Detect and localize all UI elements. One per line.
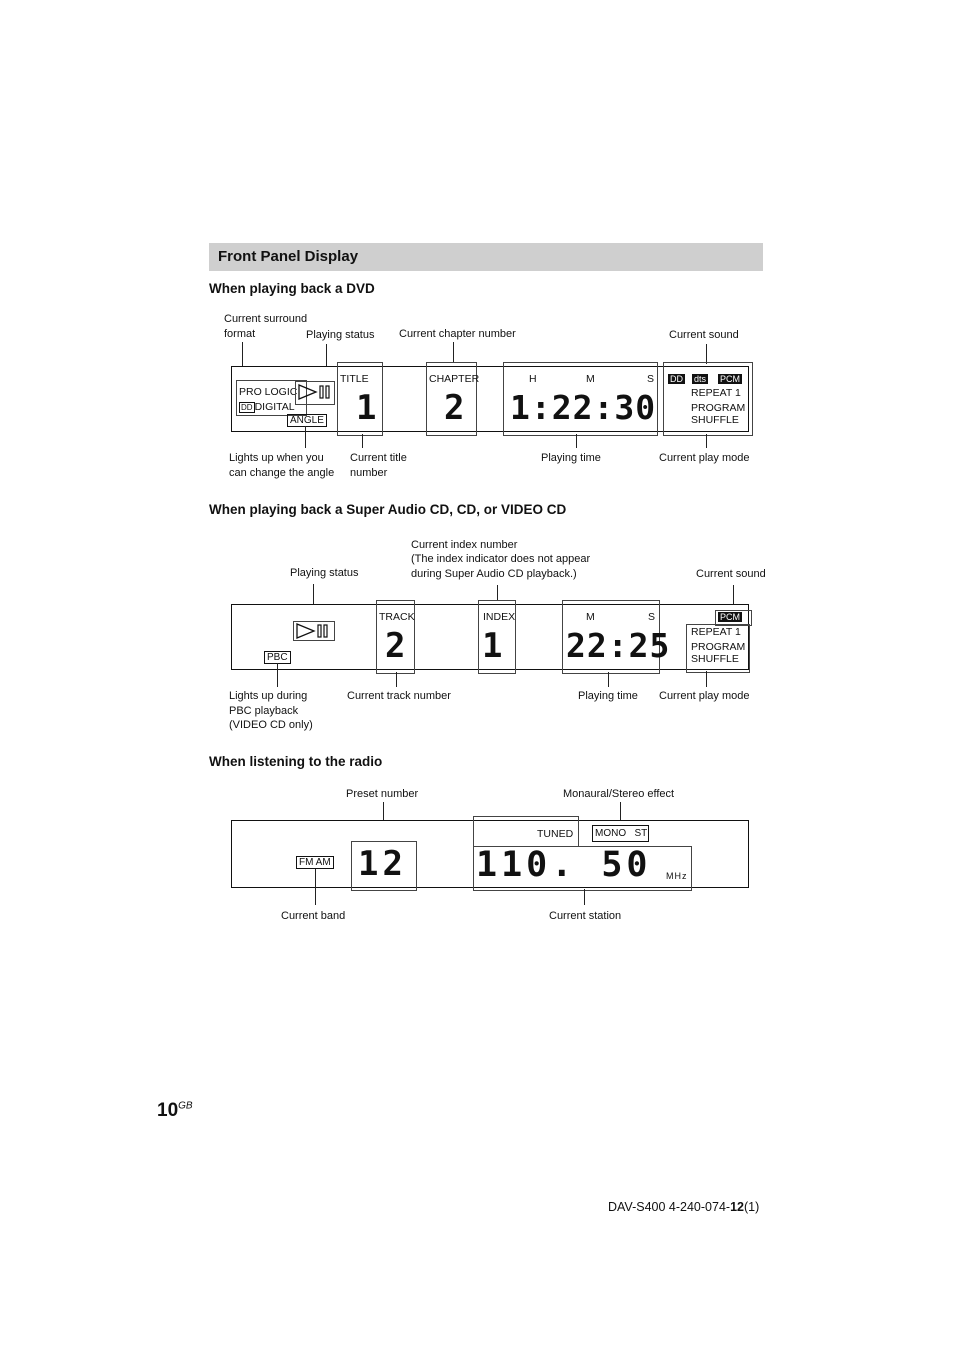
- cd-caption-pbc-2: PBC playback: [229, 705, 299, 717]
- dts-indicator: dts: [694, 374, 707, 384]
- dvd-heading: When playing back a DVD: [209, 281, 375, 296]
- cd-caption-play-mode: Current play mode: [659, 690, 750, 702]
- dvd-caption-title-1: Current title: [350, 452, 407, 464]
- pcm-indicator: PCM: [720, 374, 740, 384]
- program-indicator: PROGRAM: [691, 402, 746, 414]
- playing-time-digits: 1:22:30: [510, 388, 657, 427]
- title-number-digit: 1: [356, 388, 379, 428]
- leader-line: [277, 663, 278, 687]
- band-indicator: FM AM: [296, 856, 334, 869]
- seconds-label: S: [648, 611, 656, 623]
- program-indicator: PROGRAM: [691, 641, 746, 653]
- leader-line: [497, 585, 498, 600]
- leader-line: [706, 671, 707, 687]
- playing-time-digits: 22:25: [566, 626, 671, 665]
- hours-label: H: [529, 373, 537, 385]
- dvd-caption-playing-status: Playing status: [306, 329, 375, 341]
- play-pause-icon: [296, 623, 330, 639]
- leader-line: [362, 434, 363, 448]
- tuned-indicator: TUNED: [537, 828, 574, 840]
- shuffle-indicator: SHUFFLE: [691, 414, 739, 426]
- leader-line: [706, 344, 707, 364]
- dolby-sound-indicator: DD: [670, 374, 683, 384]
- leader-line: [396, 672, 397, 687]
- repeat-indicator: REPEAT 1: [691, 387, 741, 399]
- cd-caption-index-3: during Super Audio CD playback.): [411, 568, 577, 580]
- minutes-label: M: [586, 373, 595, 385]
- dvd-caption-sound: Current sound: [669, 329, 739, 341]
- dvd-caption-surround-1: Current surround: [224, 313, 308, 325]
- cd-caption-pbc-1: Lights up during: [229, 690, 308, 702]
- cd-caption-index-2: (The index indicator does not appear: [411, 553, 591, 565]
- chapter-number-digit: 2: [444, 388, 467, 428]
- pcm-indicator: PCM: [720, 612, 740, 622]
- cd-heading: When playing back a Super Audio CD, CD, or VIDEO CD: [209, 502, 567, 517]
- cd-caption-pbc-3: (VIDEO CD only): [229, 719, 313, 731]
- stereo-label: ST: [634, 828, 648, 839]
- frequency-digits: 110. 50: [476, 845, 652, 885]
- leader-line: [608, 672, 609, 687]
- page-number: $10^{GB}$: [157, 1100, 193, 1121]
- seconds-label: S: [647, 373, 655, 385]
- radio-caption-band: Current band: [281, 910, 346, 922]
- mono-label: MONO: [595, 828, 627, 839]
- dvd-caption-surround-2: format: [224, 328, 256, 340]
- leader-line: [305, 426, 306, 448]
- cd-caption-playing-time: Playing time: [578, 690, 638, 702]
- dvd-caption-angle-2: can change the angle: [229, 467, 335, 479]
- leader-line: [576, 434, 577, 448]
- leader-line: [706, 434, 707, 448]
- leader-line: [453, 342, 454, 362]
- minutes-label: M: [586, 611, 595, 623]
- cd-caption-track: Current track number: [347, 690, 451, 702]
- index-label: INDEX: [483, 611, 516, 623]
- leader-line: [584, 889, 585, 905]
- dolby-digital-indicator: DD DIGITAL: [241, 401, 295, 413]
- leader-line: [315, 869, 316, 905]
- cd-caption-index-1: Current index number: [411, 539, 518, 551]
- section-title: Front Panel Display: [218, 248, 359, 265]
- cd-caption-playing-status: Playing status: [290, 567, 359, 579]
- chapter-label: CHAPTER: [429, 373, 480, 385]
- page-number-suffix: GB: [178, 1100, 193, 1112]
- cd-caption-sound: Current sound: [696, 568, 766, 580]
- play-pause-icon: [298, 384, 332, 400]
- shuffle-indicator: SHUFFLE: [691, 653, 739, 665]
- dvd-caption-chapter: Current chapter number: [399, 328, 516, 340]
- title-label: TITLE: [340, 373, 369, 385]
- pro-logic-indicator: PRO LOGIC: [239, 386, 298, 398]
- section-header: [209, 243, 763, 271]
- footer-model-code: DAV-S400 4-240-074-12(1): [608, 1200, 760, 1214]
- radio-caption-station: Current station: [549, 910, 622, 922]
- radio-heading: When listening to the radio: [209, 754, 383, 769]
- dvd-caption-title-2: number: [350, 467, 388, 479]
- mhz-label: MHz: [666, 871, 688, 881]
- mono-stereo-indicator: [592, 825, 649, 842]
- radio-caption-preset: Preset number: [346, 788, 419, 800]
- index-number-digit: 1: [482, 626, 505, 666]
- preset-number-digits: 12: [358, 844, 407, 884]
- angle-indicator: ANGLE: [287, 414, 327, 427]
- dvd-caption-angle-1: Lights up when you: [229, 452, 324, 464]
- dolby-icon: DD: [241, 403, 253, 412]
- track-number-digit: 2: [385, 626, 408, 666]
- radio-caption-mono-stereo: Monaural/Stereo effect: [563, 788, 675, 800]
- track-label: TRACK: [379, 611, 415, 623]
- dvd-caption-play-mode: Current play mode: [659, 452, 750, 464]
- repeat-indicator: REPEAT 1: [691, 626, 741, 638]
- pbc-indicator: PBC: [264, 651, 291, 664]
- dvd-caption-playing-time: Playing time: [541, 452, 601, 464]
